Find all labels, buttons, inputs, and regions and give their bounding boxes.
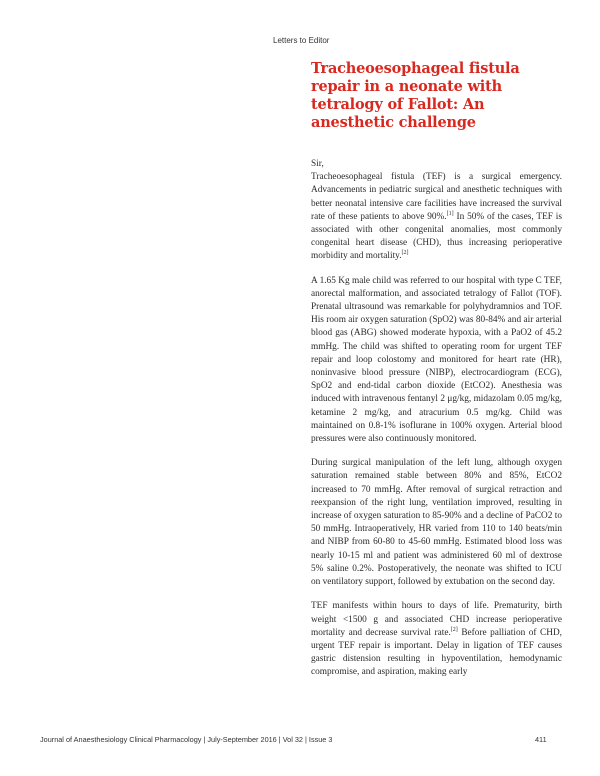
citation-ref[interactable]: [1] xyxy=(446,210,454,217)
paragraph-text: Before palliation of CHD, urgent TEF repair is important. Delay in ligation of TEF causes gastric distension resulting in hypoventilation, hemodynamic compromise, and aspiration, making early xyxy=(311,627,562,678)
paragraph-text: A 1.65 Kg male child was referred to our hospital with type C TEF, anorectal malformation, and associated tetralogy of Fallot (TOF). Prenatal ultrasound was remarkable for polyhydramnios and TOF. His room air oxygen saturation (SpO2) was 80-84% and air arterial blood gas (ABG) showed moderate hypoxia, with a PaO2 of 45.2 mmHg. The child was shifted to operating room for urgent TEF repair and loop colostomy and monitored for heart rate (HR), noninvasive blood pressure (NIBP), electrocardiogram (ECG), SpO2 and end-tidal carbon dioxide (EtCO2). Anesthesia was induced with intravenous fentanyl 2 μg/kg, midazolam 0.05 mg/kg, ketamine 2 mg/kg, and atracurium 0.5 mg/kg. Child was maintained on 0.8-1% isoflurane in 100% oxygen. Arterial blood pressures were also continuously monitored. xyxy=(311,275,562,445)
article-title: Tracheoesophageal fistula repair in a neonate with tetralogy of Fallot: An anesthetic challenge xyxy=(311,60,520,131)
paragraph-1 xyxy=(311,171,562,263)
paragraph-text: Tracheoesophageal fistula (TEF) is a surgical emergency. Advancements in pediatric surgical and anesthetic techniques with better neonatal intensive care facilities have increased the survival rate of these patients to above 90%. xyxy=(311,172,562,222)
page-number: 411 xyxy=(535,735,547,744)
footer-journal-info: Journal of Anaesthesiology Clinical Pharmacology | July-September 2016 | Vol 32 | Issue 3 xyxy=(40,735,333,744)
paragraph-4 xyxy=(311,600,562,679)
article-body xyxy=(311,158,562,691)
paragraph-2 xyxy=(311,275,562,447)
section-label: Letters to Editor xyxy=(273,36,330,45)
citation-ref[interactable]: [2] xyxy=(401,250,409,257)
paragraph-3 xyxy=(311,457,562,589)
paragraph-text: In 50% of the cases, TEF is associated with other congenital anomalies, most commonly congenital heart disease (CHD), thus increasing perioperative morbidity and mortality. xyxy=(311,211,562,262)
citation-ref[interactable]: [2] xyxy=(450,626,458,633)
paragraph-text: During surgical manipulation of the left lung, although oxygen saturation remained stable between 80% and 85%, EtCO2 increased to 70 mmHg. After removal of surgical retraction and reexpansion of the right lung, ventilation improved, resulting in increase of oxygen saturation to 85-90% and a decline of PaCO2 to 50 mmHg. Intraoperatively, HR varied from 110 to 140 beats/min and NIBP from 60-80 to 45-60 mmHg. Estimated blood loss was nearly 10-15 ml and patient was administered 60 ml of dextrose 5% saline 0.2%. Postoperatively, the neonate was shifted to ICU on ventilatory support, followed by extubation on the second day. xyxy=(311,458,562,588)
salutation: Sir, xyxy=(311,159,324,169)
paragraph-text: TEF manifests within hours to days of life. Prematurity, birth weight <1500 g and associated CHD increase perioperative mortality and decrease survival rate. xyxy=(311,601,562,638)
